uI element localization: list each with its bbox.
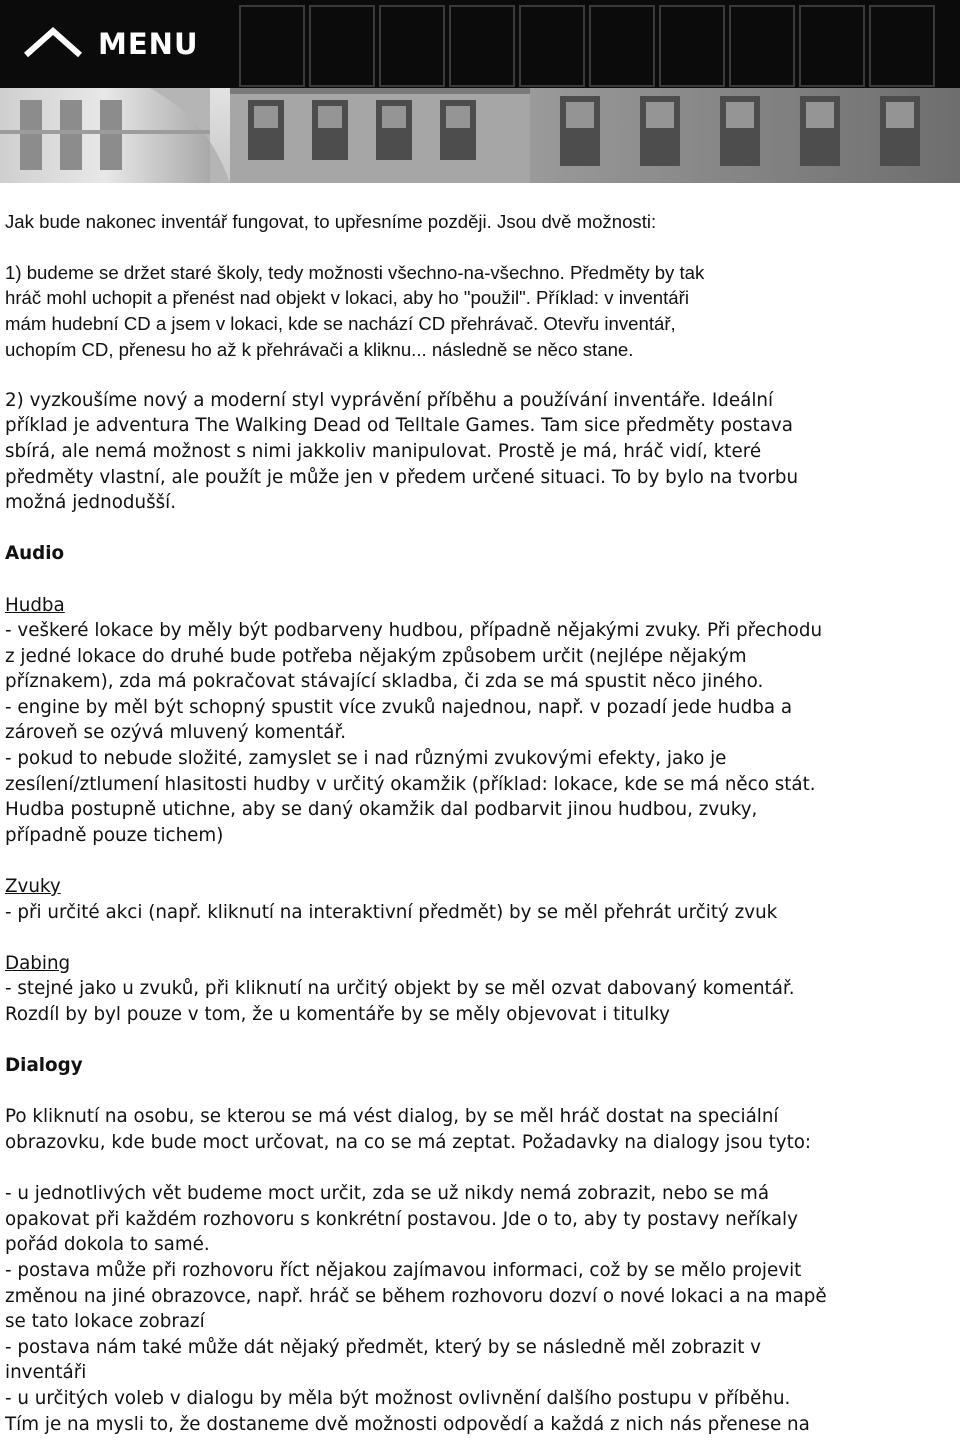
option-1-paragraph (5, 260, 960, 362)
paragraph-line: pořád dokola to samé. (5, 1234, 210, 1256)
menu-button[interactable] (22, 20, 199, 68)
paragraph-line: případně pouze tichem) (5, 824, 224, 846)
paragraph-line: se tato lokace zobrazí (5, 1311, 205, 1333)
chevron-up-icon (22, 25, 84, 63)
paragraph-line: - při určité akci (např. kliknutí na interaktivní předmět) by se měl přehrát určitý zvuk (5, 901, 778, 923)
paragraph-line: hráč mohl uchopit a přenést nad objekt v lokaci, aby ho "použil". Příklad: v inventáři (5, 287, 689, 309)
paragraph-line: - engine by měl být schopný spustit více zvuků najednou, např. v pozadí jede hudba a (5, 696, 793, 718)
paragraph-line: - stejné jako u zvuků, při kliknutí na určitý objekt by se měl ozvat dabovaný komentář. (5, 978, 795, 1000)
paragraph-line: mám hudební CD a jsem v lokaci, kde se nachází CD přehrávač. Otevřu inventář, (5, 312, 676, 334)
paragraph-line: zároveň se ozývá mluvený komentář. (5, 722, 347, 744)
paragraph-line: předměty vlastní, ale použít je může jen v předem určené situaci. To by bylo na tvorbu (5, 466, 799, 488)
section-heading-dialogy: Dialogy (5, 1055, 83, 1077)
paragraph-line: - veškeré lokace by měly být podbarveny hudbou, případně nějakými zvuky. Při přechodu (5, 620, 823, 642)
paragraph-line: 1) budeme se držet staré školy, tedy možnosti všechno-na-všechno. Předměty by tak (5, 261, 705, 283)
paragraph-line: Rozdíl by byl pouze v tom, že u komentáře by se měly objevovat i titulky (5, 1004, 671, 1025)
paragraph-line: obrazovku, kde bude moct určovat, na co se má zeptat. Požadavky na dialogy jsou tyto: (5, 1131, 812, 1153)
section-heading-audio: Audio (5, 543, 65, 565)
paragraph-line: - u určitých voleb v dialogu by měla být možnost ovlivnění dalšího postupu v příběhu. (5, 1387, 791, 1409)
subheading-hudba: Hudba (5, 594, 65, 616)
paragraph-line: Po kliknutí na osobu, se kterou se má vést dialog, by se měl hráč dostat na speciální (5, 1106, 779, 1128)
paragraph-line: - u jednotlivých vět budeme moct určit, zda se už nikdy nemá zobrazit, nebo se má (5, 1183, 770, 1205)
paragraph-line: Tím je na mysli to, že dostaneme dvě možnosti odpovědí a každá z nich nás přenese na (5, 1413, 810, 1435)
paragraph-line: možná jednodušší. (5, 492, 177, 514)
paragraph-line: - postava nám také může dát nějaký předmět, který by se následně měl zobrazit v (5, 1336, 762, 1358)
paragraph-line: - pokud to nebude složité, zamyslet se i nad různými zvukovými efekty, jako je (5, 748, 727, 770)
paragraph-line: sbírá, ale nemá možnost s nimi jakkoliv manipulovat. Prostě je má, hráč vidí, které (5, 440, 762, 462)
paragraph-line: opakovat při každém rozhovoru s konkrétní postavou. Jde o to, aby ty postavy neříkaly (5, 1208, 798, 1230)
dialogy-intro-paragraph (5, 1104, 960, 1155)
paragraph-line: příznakem), zda má pokračovat stávající skladba, či zda se má spustit něco jiného. (5, 671, 764, 693)
header-banner (0, 0, 960, 183)
dialogy-requirements-list (5, 1181, 960, 1437)
paragraph-line: zesílení/ztlumení hlasitosti hudby v určitý okamžik (příklad: lokace, kde se má něco stát. (5, 773, 816, 795)
subheading-zvuky: Zvuky (5, 876, 61, 898)
paragraph-line: inventáři (5, 1362, 87, 1384)
paragraph-line: 2) vyzkoušíme nový a moderní styl vyprávění příběhu a používání inventáře. Ideální (5, 389, 774, 411)
article-body (5, 183, 960, 1437)
paragraph-line: Hudba postupně utichne, aby se daný okamžik dal podbarvit jinou hudbou, zvuky, (5, 799, 758, 821)
paragraph-line: změnou na jiné obrazovce, např. hráč se během rozhovoru dozví o nové lokaci a na mapě (5, 1285, 827, 1307)
paragraph-line: příklad je adventura The Walking Dead od Telltale Games. Tam sice předměty postava (5, 415, 793, 437)
option-2-paragraph (5, 388, 960, 516)
subheading-dabing: Dabing (5, 952, 71, 974)
menu-label: MENU (98, 27, 199, 61)
paragraph-line: uchopím CD, přenesu ho až k přehrávači a kliknu... následně se něco stane. (5, 338, 634, 360)
paragraph-line: z jedné lokace do druhé bude potřeba nějakým způsobem určit (nejlépe nějakým (5, 645, 747, 667)
intro-text: Jak bude nakonec inventář fungovat, to upřesníme později. Jsou dvě možnosti: (5, 210, 657, 232)
paragraph-line: - postava může při rozhovoru říct nějakou zajímavou informaci, což by se mělo projevit (5, 1259, 802, 1281)
hudba-paragraph (5, 618, 960, 848)
